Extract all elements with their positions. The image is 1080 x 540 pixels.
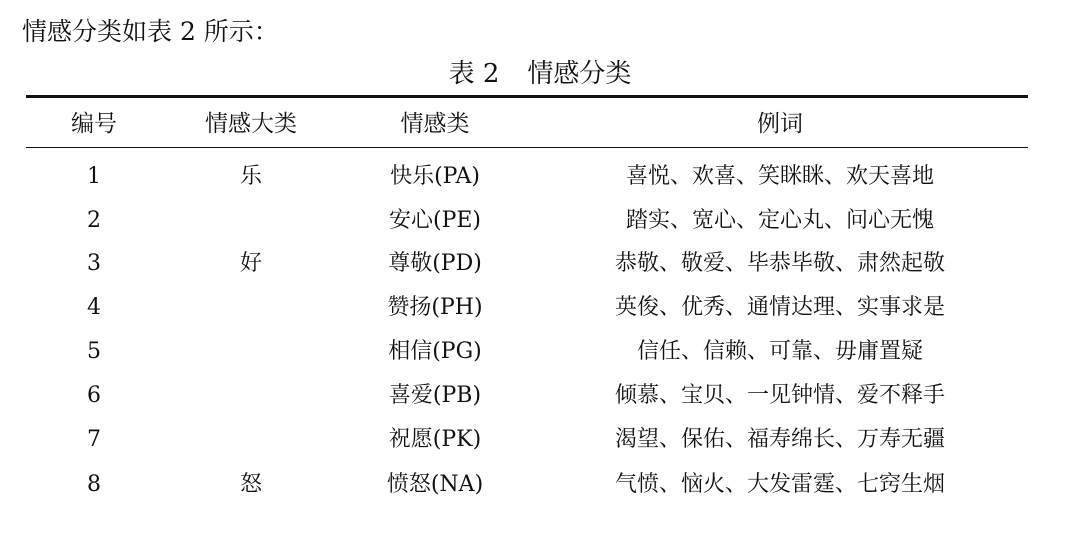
row-examples: 喜悦、欢喜、笑眯眯、欢天喜地 [625, 164, 934, 189]
table-caption [0, 56, 1080, 92]
row-major-category: 怒 [239, 472, 262, 497]
table-top-rule [26, 95, 1028, 98]
row-examples: 气愤、恼火、大发雷霆、七窍生烟 [614, 472, 945, 497]
table-row [0, 332, 1080, 372]
header-examples: 例词 [757, 111, 803, 137]
intro-paragraph: 情感分类如表 2 所示： [22, 17, 279, 46]
row-id: 2 [87, 208, 101, 233]
row-major-category: 好 [239, 251, 262, 276]
row-category: 相信(PG) [388, 339, 482, 364]
table-row [0, 201, 1080, 241]
row-major-category [176, 288, 326, 328]
row-id: 4 [87, 295, 101, 320]
row-examples: 信任、信赖、可靠、毋庸置疑 [636, 339, 923, 364]
row-category: 赞扬(PH) [387, 295, 483, 320]
row-id: 1 [87, 164, 101, 189]
table-row [0, 465, 1080, 505]
table-row [0, 288, 1080, 328]
table-row [0, 376, 1080, 416]
row-category: 愤怒(NA) [386, 472, 484, 497]
row-category: 祝愿(PK) [388, 427, 482, 452]
row-major-category [176, 376, 326, 416]
table-caption-title: 情感分类 [527, 59, 632, 89]
row-major-category [176, 332, 326, 372]
row-category: 尊敬(PD) [388, 251, 482, 276]
row-id: 6 [87, 383, 101, 408]
row-category: 喜爱(PB) [388, 383, 482, 408]
table-header-rule [26, 147, 1028, 148]
row-examples: 踏实、宽心、定心丸、问心无愧 [625, 208, 934, 233]
table-row [0, 420, 1080, 460]
header-major-category: 情感大类 [205, 111, 297, 137]
table-caption-number: 表 2 [448, 59, 500, 89]
row-major-category [176, 420, 326, 460]
row-examples: 英俊、优秀、通情达理、实事求是 [614, 295, 945, 320]
table-row [0, 244, 1080, 284]
header-category: 情感类 [400, 111, 470, 137]
table-header-row [0, 104, 1080, 144]
row-examples: 倾慕、宝贝、一见钟情、爱不释手 [614, 383, 945, 408]
row-id: 8 [87, 472, 101, 497]
row-id: 5 [87, 339, 101, 364]
row-id: 3 [87, 251, 101, 276]
row-id: 7 [87, 427, 101, 452]
table-row [0, 157, 1080, 197]
row-major-category: 乐 [239, 164, 262, 189]
row-examples: 渴望、保佑、福寿绵长、万寿无疆 [614, 427, 945, 452]
row-category: 快乐(PA) [390, 164, 480, 189]
row-major-category [176, 201, 326, 241]
row-category: 安心(PE) [388, 208, 482, 233]
row-examples: 恭敬、敬爱、毕恭毕敬、肃然起敬 [614, 251, 945, 276]
header-id: 编号 [71, 111, 117, 137]
